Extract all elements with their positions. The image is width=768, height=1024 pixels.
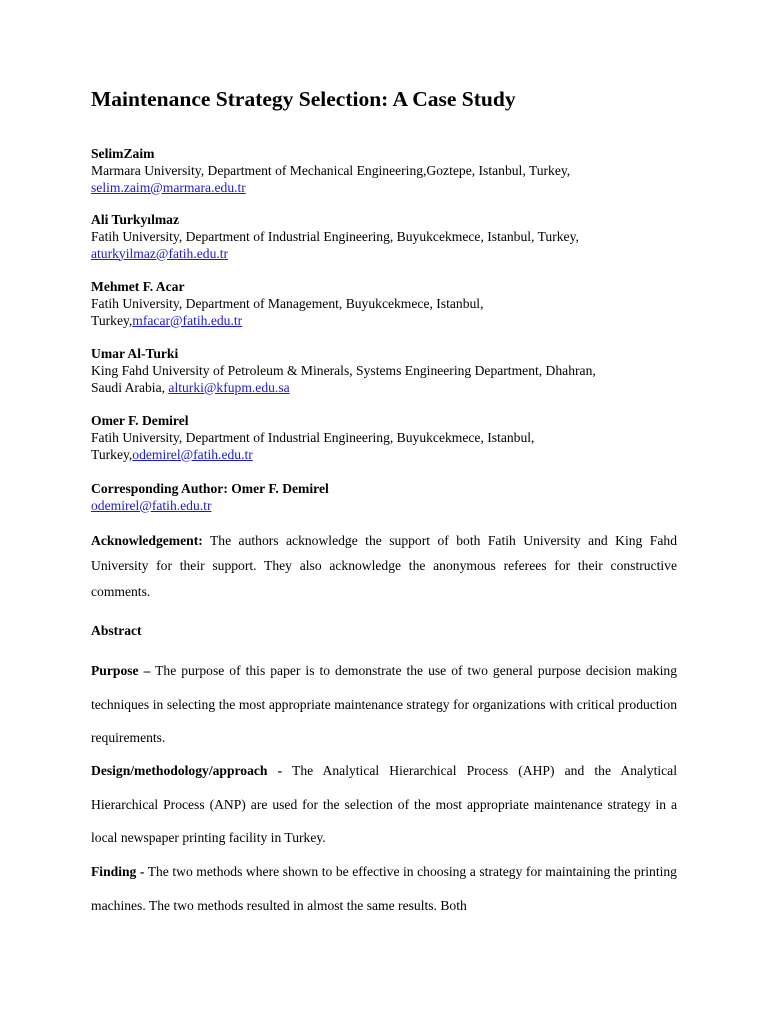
author-affiliation: Fatih University, Department of Industrial Engineering, Buyukcekmece, Istanbul,	[91, 429, 535, 445]
corresponding-email-link[interactable]: odemirel@fatih.edu.tr	[91, 497, 212, 513]
author-email-link[interactable]: odemirel@fatih.edu.tr	[132, 446, 253, 462]
author-email-line: Turkey,odemirel@fatih.edu.tr	[91, 446, 253, 462]
purpose-text: The purpose of this paper is to demonstrate the use of two general purpose decision making techniques in selecting the most appropriate maintenance strategy for organizations with critical production requirements.	[91, 663, 677, 745]
author-affiliation: Fatih University, Department of Industrial Engineering, Buyukcekmece, Istanbul, Turkey,	[91, 228, 579, 244]
author-name: Mehmet F. Acar	[91, 279, 185, 294]
author-affiliation: Marmara University, Department of Mechanical Engineering,Goztepe, Istanbul, Turkey,	[91, 162, 571, 178]
author-name: Umar Al-Turki	[91, 346, 179, 361]
corresponding-author-block	[91, 481, 677, 515]
design-paragraph	[91, 754, 677, 855]
finding-label: Finding -	[91, 864, 145, 879]
author-block	[91, 146, 677, 196]
purpose-label: Purpose –	[91, 663, 151, 678]
corresponding-author-label: Corresponding Author: Omer F. Demirel	[91, 481, 329, 496]
author-affiliation: Fatih University, Department of Management, Buyukcekmece, Istanbul,	[91, 295, 484, 311]
design-text: The Analytical Hierarchical Process (AHP) and the Analytical Hierarchical Process (ANP) are used for the selection of the most appropriate maintenance strategy in a local newspaper printing facility in Turkey.	[91, 763, 677, 845]
purpose-paragraph	[91, 654, 677, 755]
corresponding-email-line	[91, 498, 677, 515]
finding-text: The two methods where shown to be effective in choosing a strategy for maintaining the printing machines. The two methods resulted in almost the same results. Both	[91, 864, 677, 913]
author-block	[91, 413, 677, 463]
acknowledgement-text: The authors acknowledge the support of both Fatih University and King Fahd University for their support. They also acknowledge the anonymous referees for their constructive comments.	[91, 533, 677, 599]
author-affiliation: King Fahd University of Petroleum & Minerals, Systems Engineering Department, Dhahran,	[91, 362, 596, 378]
finding-paragraph	[91, 855, 677, 922]
author-email-link[interactable]: alturki@kfupm.edu.sa	[168, 379, 290, 395]
author-name: SelimZaim	[91, 146, 155, 161]
author-email-link[interactable]: selim.zaim@marmara.edu.tr	[91, 179, 246, 195]
author-email-line	[91, 180, 677, 197]
author-email-link[interactable]: aturkyilmaz@fatih.edu.tr	[91, 245, 229, 261]
author-email-link[interactable]: mfacar@fatih.edu.tr	[132, 312, 243, 328]
author-block	[91, 212, 677, 262]
author-email-line: Saudi Arabia, alturki@kfupm.edu.sa	[91, 379, 290, 395]
author-block	[91, 346, 677, 396]
design-label: Design/methodology/approach -	[91, 763, 283, 778]
acknowledgement-paragraph	[91, 528, 677, 604]
paper-title: Maintenance Strategy Selection: A Case Study	[91, 87, 516, 111]
author-email-line	[91, 246, 677, 263]
acknowledgement-label: Acknowledgement:	[91, 533, 203, 548]
author-block	[91, 279, 677, 329]
author-email-line: Turkey,mfacar@fatih.edu.tr	[91, 312, 243, 328]
abstract-heading: Abstract	[91, 623, 142, 638]
author-name: Omer F. Demirel	[91, 413, 189, 428]
author-name: Ali Turkyılmaz	[91, 212, 180, 227]
